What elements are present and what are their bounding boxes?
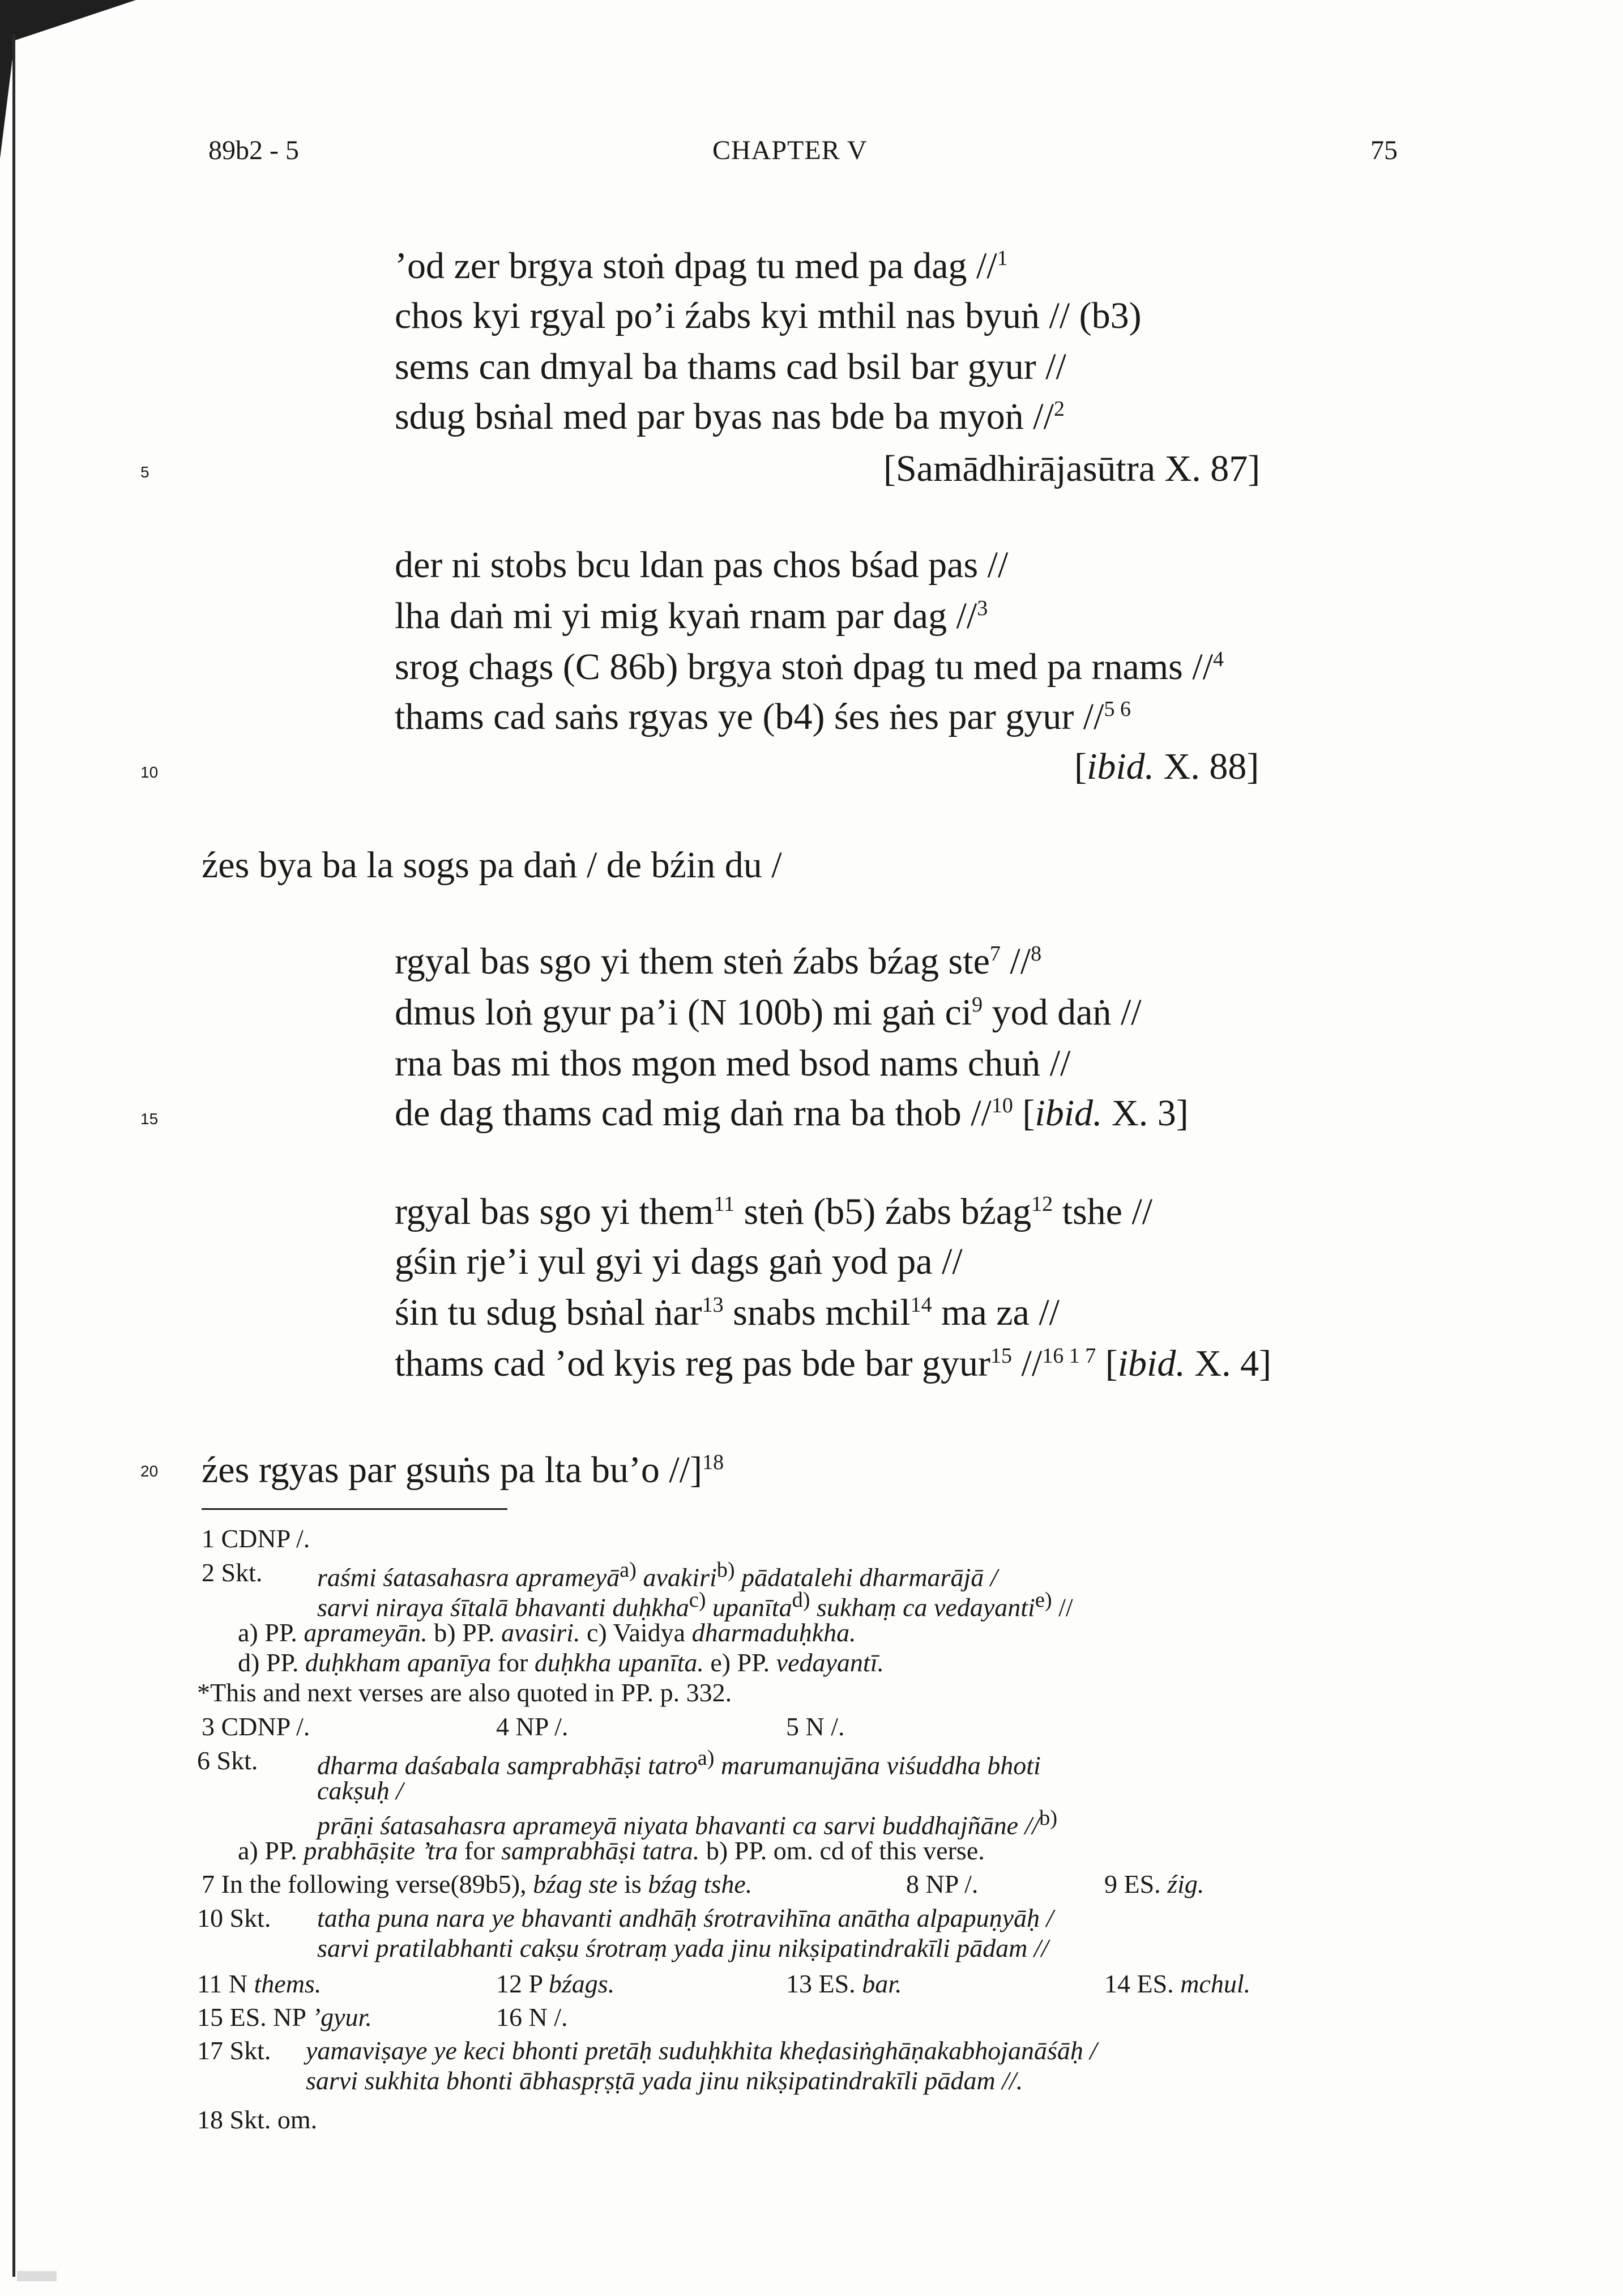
- line-number: 15: [140, 1110, 159, 1128]
- verse-line: sems can dmyal ba thams cad bsil bar gyur //: [395, 346, 1066, 387]
- footnote: 12 P bźags.: [496, 1969, 615, 1998]
- verse-source-reference: [Samādhirājasūtra X. 87]: [883, 448, 1261, 489]
- verse-line: de dag thams cad mig daṅ rna ba thob //$^{10}$ [ibid. X. 3]: [395, 1092, 1189, 1134]
- footnote-line: prāṇi śatasahasra aprameyā niyata bhavanti ca sarvi buddhajñāne //$^{b)}$: [317, 1806, 1058, 1840]
- footnote: 16 N /.: [496, 2003, 568, 2032]
- verse-line: rgyal bas sgo yi them$^{11}$ steṅ (b5) źabs bźag$^{12}$ tshe //: [395, 1191, 1153, 1232]
- footnote-line: tatha puna nara ye bhavanti andhāḥ śrotravihīna anātha alpapuṇyāḥ /: [317, 1904, 1054, 1932]
- verse-line: rgyal bas sgo yi them steṅ źabs bźag ste$^7$ //$^8$: [395, 941, 1042, 982]
- footnote: 8 NP /.: [906, 1870, 979, 1898]
- footnote-line: raśmi śatasahasra aprameyā$^{a)}$ avakiri$^{b)}$ pādatalehi dharmarājā /: [317, 1558, 998, 1592]
- footnote-line: sarvi niraya śītalā bhavanti duḥkha$^{c)}$ upanīta$^{d)}$ sukhaṃ ca vedayanti$^{e)}$ //: [317, 1588, 1073, 1622]
- footnote-line: a) PP. prabhāṣite ’tra for samprabhāṣi tatra. b) PP. om. cd of this verse.: [238, 1836, 985, 1865]
- footnote: 5 N /.: [786, 1712, 845, 1741]
- scan-shadow-corner: [0, 0, 136, 45]
- verse-line: dmus loṅ gyur pa’i (N 100b) mi gaṅ $ci^9$ yod daṅ //: [395, 992, 1142, 1033]
- footnote: 18 Skt. om.: [197, 2105, 318, 2134]
- footnote-line: *This and next verses are also quoted in PP. p. 332.: [197, 1678, 732, 1707]
- footnote-line: sarvi pratilabhanti cakṣu śrotraṃ yada jinu nikṣipatindrakīli pādam //: [317, 1934, 1049, 1962]
- footnote-label: 2 Skt.: [202, 1558, 263, 1587]
- verse-line: srog chags (C 86b) brgya stoṅ dpag tu med pa rnams //$^4$: [395, 646, 1224, 688]
- footnote: 15 ES. NP ’gyur.: [197, 2003, 372, 2032]
- footnote: 1 CDNP /.: [202, 1524, 310, 1553]
- line-number: 20: [140, 1462, 159, 1480]
- verse-line: thams cad ’od kyis reg pas bde bar gyur$^{15}$ //$^{16 1 7}$ [ibid. X. 4]: [395, 1343, 1272, 1384]
- prose-line: źes bya ba la sogs pa daṅ / de bźin du /: [202, 844, 782, 886]
- footnote-line: a) PP. aprameyān. b) PP. avasiri. c) Vaidya dharmaduḥkha.: [238, 1618, 856, 1647]
- prose-line: źes rgyas par gsuṅs pa lta bu’o //]$^{18}$: [202, 1449, 724, 1491]
- footnote: 3 CDNP /.: [202, 1712, 310, 1741]
- verse-line: sdug bsṅal med par byas nas bde ba myoṅ //$^2$: [395, 396, 1065, 437]
- footnote-line: yamaviṣaye ye keci bhonti pretāḥ suduḥkhita kheḍasiṅghāṇakabhojanāśāḥ /: [306, 2036, 1097, 2065]
- verse-line: thams cad saṅs rgyas ye (b4) śes ṅes par gyur //$^{5 6}$: [395, 696, 1131, 737]
- page-number: 75: [1370, 135, 1398, 165]
- footnote-label: 6 Skt.: [197, 1746, 258, 1775]
- footnote-line: cakṣuḥ /: [317, 1776, 404, 1805]
- footnote-line: sarvi sukhita bhonti ābhaspṛṣṭā yada jinu nikṣipatindrakīli pādam //.: [306, 2066, 1023, 2095]
- verse-line: ’od zer brgya stoṅ dpag tu med pa dag //$^1$: [395, 245, 1008, 287]
- footnote: 9 ES. źig.: [1104, 1870, 1205, 1898]
- verse-line: chos kyi rgyal po’i źabs kyi mthil nas byuṅ // (b3): [395, 295, 1142, 336]
- scan-binding-edge: [12, 34, 15, 2277]
- verse-line: śin tu sdug bsṅal ṅar$^{13}$ snabs mchil$^{14}$ ma za //: [395, 1292, 1060, 1333]
- footnote-label: 10 Skt.: [197, 1904, 271, 1932]
- footnote: 14 ES. mchul.: [1104, 1969, 1251, 1998]
- line-number: 5: [140, 463, 150, 481]
- verse-line: der ni stobs bcu ldan pas chos bśad pas //: [395, 544, 1009, 586]
- footnote: 11 N thems.: [197, 1969, 322, 1998]
- scan-smudge: [17, 2271, 57, 2281]
- folio-reference: 89b2 - 5: [208, 135, 299, 165]
- line-number: 10: [140, 763, 159, 781]
- verse-source-reference: [ibid. X. 88]: [1074, 746, 1259, 787]
- verse-line: gśin rje’i yul gyi yi dags gaṅ yod pa //: [395, 1241, 963, 1282]
- footnote: 4 NP /.: [496, 1712, 569, 1741]
- footnote: 13 ES. bar.: [786, 1969, 902, 1998]
- chapter-heading: CHAPTER V: [712, 135, 868, 165]
- footnote-line: dharma daśabala samprabhāṣi tatro$^{a)}$ marumanujāna viśuddha bhoti: [317, 1746, 1041, 1780]
- footnote-label: 17 Skt.: [197, 2036, 271, 2065]
- footnote-line: d) PP. duḥkham apanīya for duḥkha upanīta. e) PP. vedayantī.: [238, 1648, 884, 1677]
- footnote-rule: [202, 1508, 507, 1510]
- verse-line: rna bas mi thos mgon med bsod nams chuṅ //: [395, 1043, 1071, 1084]
- verse-line: lha daṅ mi yi mig kyaṅ rnam par dag //$^3$: [395, 595, 988, 637]
- footnote: 7 In the following verse(89b5), bźag ste is bźag tshe.: [202, 1870, 753, 1898]
